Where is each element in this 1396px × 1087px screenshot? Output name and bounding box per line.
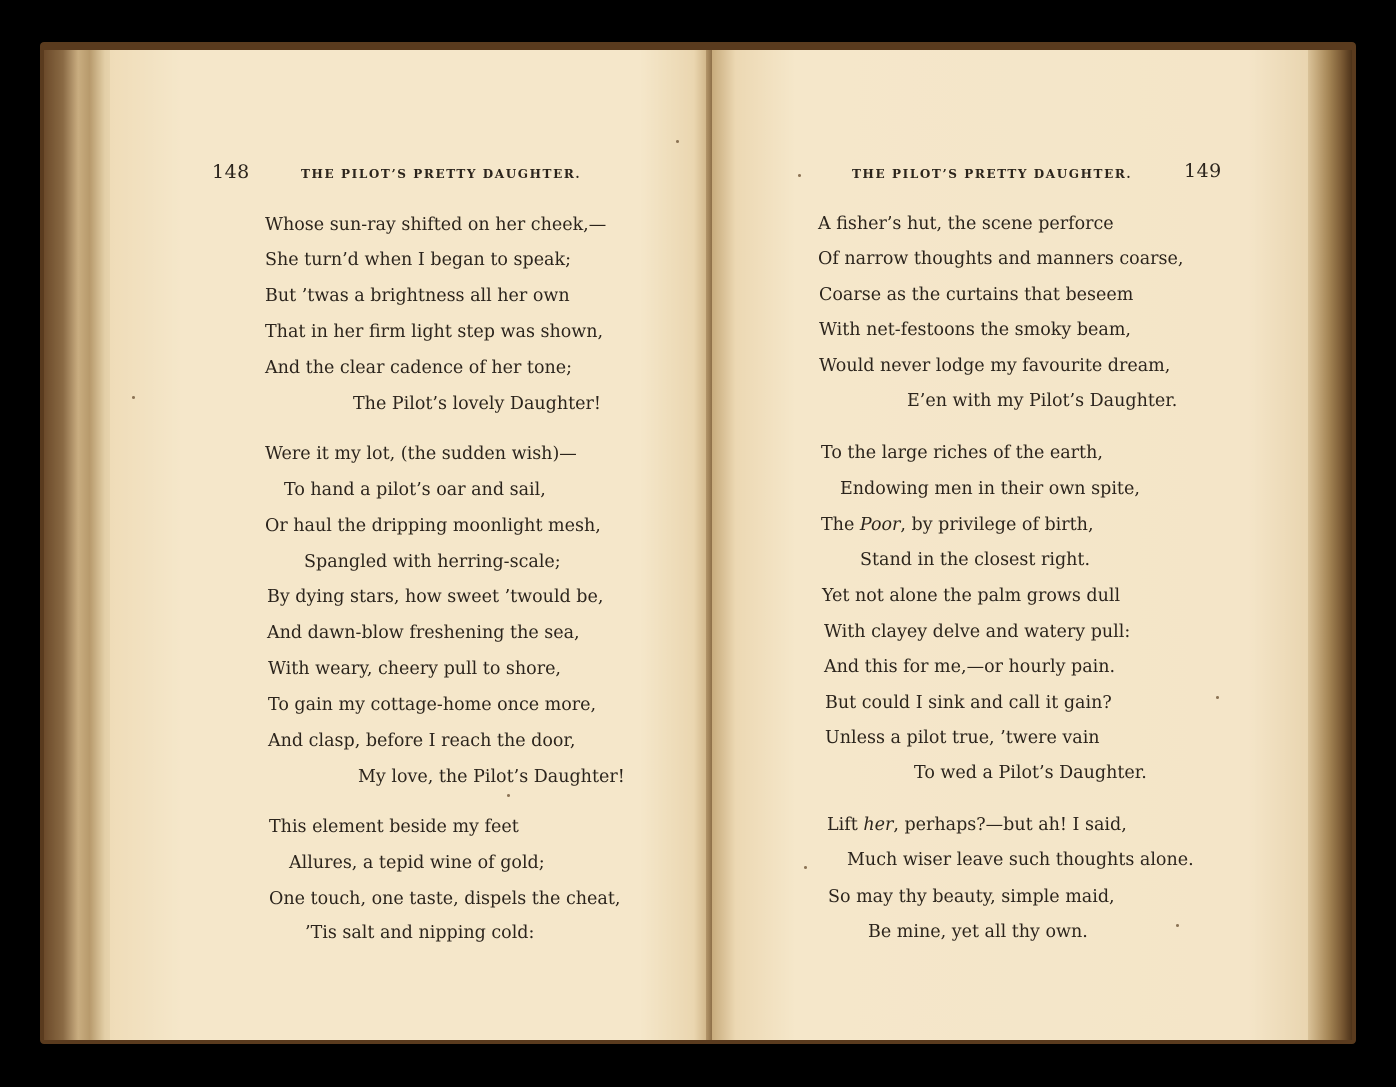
verse-refrain: The Pilot’s lovely Daughter! — [353, 394, 601, 414]
verse-line: Allures, a tepid wine of gold; — [289, 853, 545, 873]
verse-refrain: E’en with my Pilot’s Daughter. — [907, 391, 1178, 411]
verse-refrain: To wed a Pilot’s Daughter. — [914, 763, 1147, 783]
verse-emphasis: her — [863, 815, 894, 835]
verse-line: With net-festoons the smoky beam, — [819, 320, 1131, 340]
verse-refrain: My love, the Pilot’s Daughter! — [358, 767, 625, 787]
running-head: THE PILOT’S PRETTY DAUGHTER. — [852, 167, 1133, 181]
foxing-spot — [804, 866, 807, 869]
verse-line: Be mine, yet all thy own. — [868, 922, 1088, 942]
verse-line: Were it my lot, (the sudden wish)— — [265, 444, 577, 464]
verse-line: So may thy beauty, simple maid, — [828, 887, 1115, 907]
foxing-spot — [1176, 924, 1179, 927]
verse-line: Yet not alone the palm grows dull — [822, 586, 1121, 606]
verse-line: This element beside my feet — [269, 817, 519, 837]
verse-line: That in her firm light step was shown, — [265, 322, 604, 342]
verse-line: Or haul the dripping moonlight mesh, — [265, 516, 601, 536]
verse-line — [821, 515, 1094, 535]
page-number: 149 — [1184, 160, 1222, 182]
verse-line: And dawn-blow freshening the sea, — [267, 623, 580, 643]
verse-line: Would never lodge my favourite dream, — [819, 356, 1171, 376]
verse-text: , by privilege of birth, — [900, 515, 1094, 535]
verse-line: ’Tis salt and nipping cold: — [305, 923, 535, 943]
verse-emphasis: Poor — [859, 515, 901, 535]
verse-line: And this for me,—or hourly pain. — [824, 657, 1116, 677]
verse-line: A fisher’s hut, the scene perforce — [818, 214, 1114, 234]
verse-line: To the large riches of the earth, — [821, 443, 1103, 463]
verse-line: But could I sink and call it gain? — [825, 693, 1112, 713]
verse-line: Of narrow thoughts and manners coarse, — [818, 249, 1184, 269]
foxing-spot — [676, 140, 679, 143]
left-page — [110, 50, 712, 1040]
verse-line: Whose sun-ray shifted on her cheek,— — [265, 215, 607, 235]
verse-line: Stand in the closest right. — [860, 550, 1091, 570]
verse-line: Unless a pilot true, ’twere vain — [825, 728, 1100, 748]
verse-line: Coarse as the curtains that beseem — [819, 285, 1134, 305]
verse-line: And clasp, before I reach the door, — [268, 731, 576, 751]
verse-line — [827, 815, 1127, 835]
verse-line: To gain my cottage-home once more, — [268, 695, 597, 715]
running-head: THE PILOT’S PRETTY DAUGHTER. — [301, 167, 582, 181]
verse-text: The — [821, 515, 855, 535]
foxing-spot — [1216, 696, 1219, 699]
verse-line: Much wiser leave such thoughts alone. — [847, 850, 1194, 870]
foxing-spot — [798, 174, 801, 177]
foxing-spot — [507, 794, 510, 797]
verse-line: To hand a pilot’s oar and sail, — [284, 480, 546, 500]
verse-line: Spangled with herring-scale; — [304, 552, 561, 572]
left-page-edges — [44, 50, 120, 1040]
verse-line: With clayey delve and watery pull: — [824, 622, 1131, 642]
page-number: 148 — [212, 161, 250, 183]
verse-line: But ’twas a brightness all her own — [265, 286, 570, 306]
right-page — [712, 50, 1308, 1040]
verse-line: By dying stars, how sweet ’twould be, — [267, 587, 604, 607]
verse-line: She turn’d when I began to speak; — [265, 250, 571, 270]
foxing-spot — [132, 396, 135, 399]
verse-line: With weary, cheery pull to shore, — [268, 659, 561, 679]
verse-text: , perhaps?—but ah! I said, — [893, 815, 1127, 835]
verse-line: Endowing men in their own spite, — [840, 479, 1140, 499]
verse-text: Lift — [827, 815, 858, 835]
verse-line: One touch, one taste, dispels the cheat, — [269, 889, 621, 909]
verse-line: And the clear cadence of her tone; — [265, 358, 573, 378]
